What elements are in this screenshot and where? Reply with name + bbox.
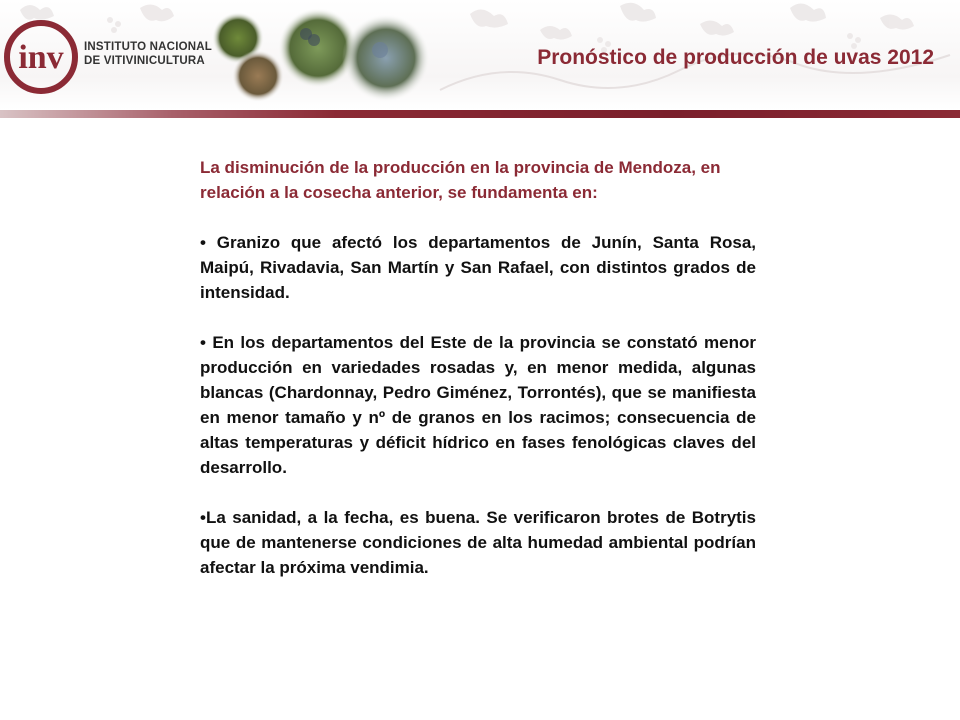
bullet-hail: • Granizo que afectó los departamentos de Junín, Santa Rosa, Maipú, Rivadavia, San Martín y San Rafael, con distintos grados de intensidad.: [200, 233, 756, 302]
slide-header: [0, 0, 960, 110]
bullet-east-departments: • En los departamentos del Este de la provincia se constató menor producción en variedades rosadas y, en menor medida, algunas blancas (Chardonnay, Pedro Giménez, Torrontés), que se manifiesta en menor tamaño y nº de granos en los racimos; consecuencia de altas temperaturas y déficit hídrico en fases fenológicas claves del desarrollo.: [200, 333, 756, 477]
logo-text: inv: [18, 39, 64, 76]
slide-title: Pronóstico de producción de uvas 2012: [537, 46, 934, 69]
bullet-health: •La sanidad, a la fecha, es buena. Se verificaron brotes de Botrytis que de mantenerse condiciones de alta humedad ambiental podrían afectar la próxima vendimia.: [200, 508, 756, 577]
intro-paragraph: La disminución de la producción en la provincia de Mendoza, en relación a la cosecha anterior, se fundamenta en:: [200, 158, 721, 202]
vineyard-photo-collage-icon: [210, 4, 440, 104]
org-name-line-1: INSTITUTO NACIONAL: [84, 41, 212, 53]
slide-content: [200, 155, 756, 605]
org-name-line-2: DE VITIVINICULTURA: [84, 55, 205, 67]
inv-logo-icon: [2, 18, 80, 96]
organization-name: [84, 40, 212, 68]
header-divider: [0, 110, 960, 118]
